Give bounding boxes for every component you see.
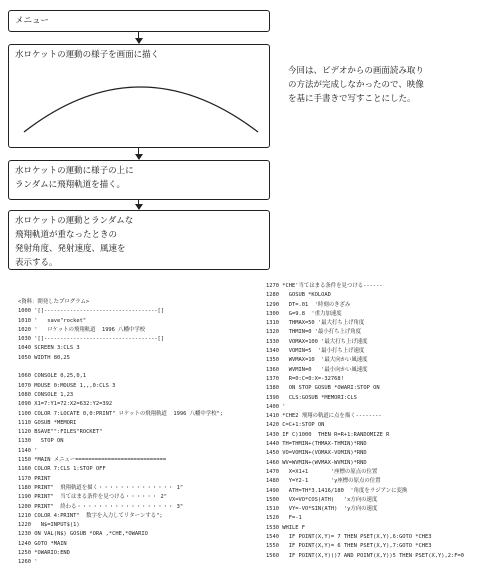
code-line: 1380 ON STOP GOSUB *OWARI:STOP ON [266,385,380,392]
code-line: 1090 X1=7:Y1=72:X2=632:Y2=392 [18,401,113,408]
step3-line: 水ロケットの運動とランダムな [15,216,134,226]
code-line: 1420 C=C+1:STOP ON [266,422,325,429]
code-line: 1190 PRINT" 当てはまる条件を見つける・・・・・・ 2" [18,494,167,501]
flow-arrow [138,200,139,209]
code-line: 1150 *MAIN メニュー============================ [18,457,167,464]
code-line: 1510 VY=-VO*SIN(ATH) 'y方向の速度 [266,506,378,513]
code-line: 1180 PRINT" 飛翔軌道を描く・・・・・・・・・・・・・・ 1" [18,484,184,491]
code-line: 1330 VOMAX=100 '最大打ち上げ速度 [266,338,368,345]
step3-line: 飛翔軌道が重なったときの [15,230,118,240]
code-line: 1490 ATH=TH*3.1416/180 '角度をラジアンに変換 [266,487,408,494]
code-line: 1080 CONSOLE 1,23 [18,391,74,398]
step2-line: 水ロケットの運動に様子の上に [15,166,134,176]
step3-line: 表示する。 [15,258,58,268]
trajectory-curve [24,87,258,132]
code-line: 1410 *CHE2 飛翔の軌道に点を描く-------- [266,413,382,420]
code-line: 1460 WV=WVMIN+(WVMAX-WVMIN)*RND [266,459,367,466]
code-line: 1130 STOP ON [18,438,64,445]
code-line: 1100 COLOR 7:LOCATE 0,0:PRINT" ロケットの飛翔軌道 1996 八幡中学校"; [18,410,224,417]
code-line: 1210 COLOR 4:PRINT" 数字を入力してリターンする"; [18,512,163,519]
code-line: 1340 VOMIN=5 '最小打ち上げ速度 [266,348,365,355]
code-line: 1120 BSAVE"":FILES"ROCKET" [18,429,103,436]
step2-line: ランダムに飛翔軌道を描く。 [15,180,125,190]
code-line: 1400 ' [266,403,286,410]
code-line: 1070 MOUSE 0:MOUSE 1,,,0:CLS 3 [18,382,116,389]
code-line: 1370 R=0:C=0:X=-32768! [266,375,344,382]
random-trajectory-box [8,160,270,200]
code-line: 1390 CLS:GOSUB *MEMORI:CLS [266,394,357,401]
code-line: 1350 WVMAX=10 '最大向かい風速度 [266,357,368,364]
code-line: 1220 N$=INPUT$(1) [18,522,80,529]
code-line: 1450 VO=VOMIN+(VOMAX-VOMIN)*RND [266,450,367,457]
code-line: 1160 COLOR 7:CLS 1:STOP OFF [18,466,106,473]
code-line: 1140 ' [18,447,38,454]
code-line: 1260 ' [18,559,38,566]
menu-label: メニュー [15,16,50,26]
code-line: 1010 ' save"rocket" [18,317,87,324]
code-line: 1060 CONSOLE 0,25,0,1 [18,373,87,380]
step3-line: 発射角度、発射速度、風速を [15,244,126,254]
code-line: 1500 VX=VO*COS(ATH) 'x方向の速度 [266,496,378,503]
code-line: 1300 G=9.8 '重力加速度 [266,310,342,317]
flow-arrow [138,148,139,159]
code-line: 1050 WIDTH 80,25 [18,354,70,361]
code-line: 1360 WVMIN=0 '最小向かい風速度 [266,366,368,373]
note-line: を基に手書きで写すことにした。 [288,94,416,104]
trajectory-arc [10,68,268,138]
code-line [18,363,223,372]
code-line: 1040 SCREEN 3:CLS 3 [18,345,80,352]
code-line: 1280 GOSUB *KOLOAD [266,292,331,299]
code-line: 1170 PRINT [18,475,51,482]
code-line: 1530 WHILE F [266,524,305,531]
code-line: 1270 *CHE'当てはまる条件を見つける------ [266,283,383,289]
code-line: 1480 Y=Y2-1 'y座標の原点の位置 [266,478,381,485]
note-line: の方法が完成しなかったので、映像 [288,80,424,90]
code-line: 1110 GOSUB *MEMORI [18,419,77,426]
code-line: 1290 DT=.01 '時刻のきざみ [266,301,351,308]
code-line: 1000 '[]-----------------------------------[] [18,308,165,315]
flow-arrow [138,32,139,43]
code-line: 1320 THMIN=0 '最小打ち上げ角度 [266,329,362,336]
code-line: 1310 THMAX=50 '最大打ち上げ角度 [266,320,365,327]
program-listing-left [18,298,223,568]
code-line: 1230 ON VAL(N$) GOSUB *ORA ,*CHE,*OWARIO [18,531,148,538]
code-line: 1250 *OWARIO:END [18,550,70,557]
code-line: 1540 IF POINT(X,Y)= 7 THEN PSET(X,Y),6:GOTO *CHE3 [266,534,432,541]
code-line: 1560 IF POINT(X,Y)()7 AND POINT(X,Y))5 THEN PSET(X,Y),2:F=0 [266,552,464,559]
code-line: 1020 ' ロケットの飛翔軌道 1996 八幡中学校 [18,326,146,333]
note-line: 今回は、ビデオからの画面読み取り [288,66,424,76]
menu-box [8,10,270,32]
code-line: 1430 IF C)1000 THEN R=R+1:RANDOMIZE R [266,431,390,438]
side-note [288,64,424,106]
trajectory-title: 水ロケットの運動の様子を画面に描く [15,50,160,60]
code-line: 1550 IF POINT(X,Y)= 6 THEN PSET(X,Y),7:GOTO *CHE3 [266,543,432,550]
code-line: 1470 X=X1+1 '座標の原点の位置 [266,468,378,475]
code-line: 1440 TH=THMIN+(THMAX-THMIN)*RND [266,441,367,448]
code-line: 1200 PRINT" 終わる・・・・・・・・・・・・・・・・・・ 3" [18,503,184,510]
code-line: 1240 GOTO *MAIN [18,540,67,547]
result-box [8,210,270,270]
code-line: 1030 '[]-----------------------------------[] [18,336,165,343]
program-listing-right [266,282,464,561]
code-line: <資料：開発したプログラム> [18,299,90,305]
code-line: 1520 F=-1 [266,515,302,522]
